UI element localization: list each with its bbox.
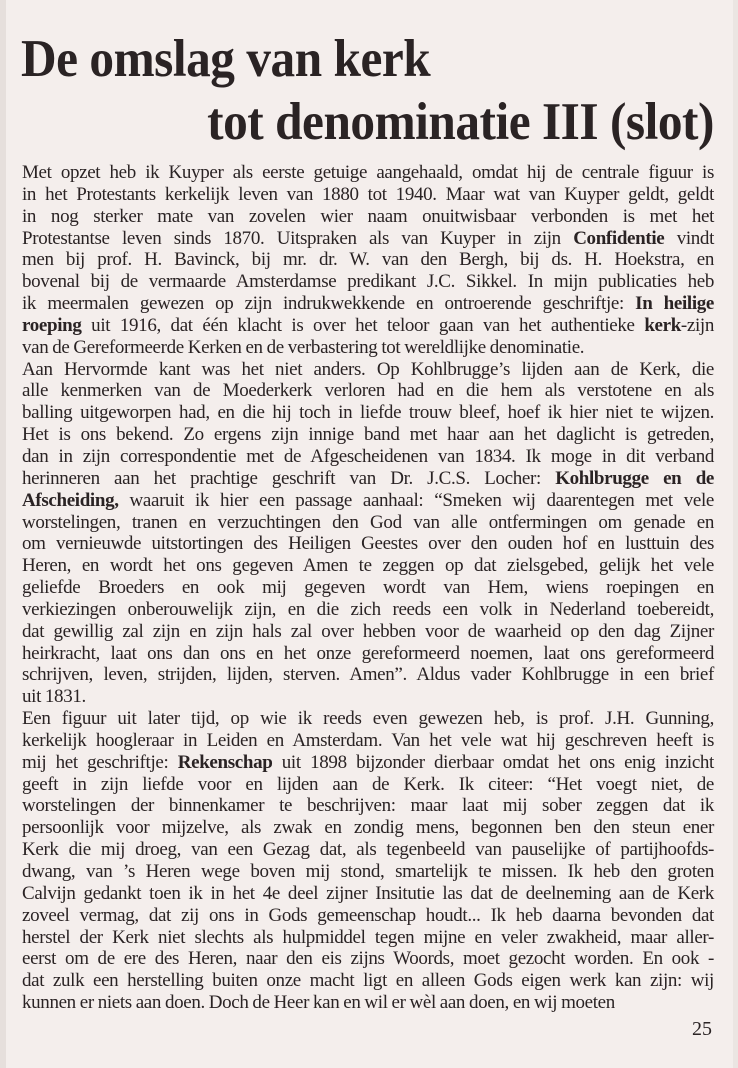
- paragraph: [22, 708, 714, 1014]
- text-segment: geeft in zijn liefde voor en lijden aan de Kerk. Ik citeer: “Het voegt niet, de: [22, 773, 714, 795]
- text-segment: heirkracht, laat ons dan ons en het onze gereformeerd noemen, laat ons gereformeerd: [22, 642, 714, 664]
- text-segment: persoonlijk voor mijzelve, als zwak en zondig mens, begonnen ben den steun ener: [22, 817, 714, 839]
- text-line: [22, 643, 714, 665]
- text-line: [22, 512, 714, 534]
- text-segment: uit 1916, dat één klacht is over het teloor gaan van het authentieke: [81, 314, 645, 336]
- text-segment: van de Gereformeerde Kerken en de verbastering tot wereldlijke denominatie.: [22, 336, 585, 358]
- text-line: [22, 686, 714, 708]
- text-line: [22, 774, 714, 796]
- text-line: [22, 927, 714, 949]
- text-segment: mij het geschriftje:: [22, 751, 178, 773]
- text-segment: Kerk die mij droeg, van een Gezag dat, als tegenbeeld van pauselijke of partijhoofds-: [22, 839, 714, 861]
- text-segment: kerkelijk hoogleraar in Leiden en Amsterdam. Van het vele wat hij geschreven heeft is: [22, 729, 714, 751]
- text-line: [22, 752, 714, 774]
- text-line: [22, 883, 714, 905]
- page-edge-right: [733, 0, 738, 1068]
- bold-title-text: Rekenschap: [177, 751, 273, 773]
- text-segment: Calvijn gedankt toen ik in het 4e deel zijner Insitutie las dat de deelneming aan de Kerk: [22, 882, 714, 904]
- text-line: [22, 905, 714, 927]
- text-segment: dan in zijn correspondentie met de Afgescheidenen van 1834. Ik moge in dit verband: [22, 445, 714, 467]
- text-line: [22, 708, 714, 730]
- text-line: [22, 839, 714, 861]
- text-line: [22, 293, 714, 315]
- bold-title-text: roeping: [22, 314, 82, 336]
- text-line: [22, 380, 714, 402]
- article-title-line-2: tot denominatie III (slot): [207, 93, 714, 151]
- text-line: [22, 992, 714, 1014]
- page-number: 25: [692, 1018, 712, 1040]
- text-line: [22, 533, 714, 555]
- text-line: [22, 948, 714, 970]
- text-segment: zoveel vermag, dat zij ons in Gods gemeenschap houdt... Ik heb daarna bevonden dat: [22, 904, 714, 926]
- bold-title-text: Afscheiding,: [22, 489, 119, 511]
- text-segment: Een figuur uit later tijd, op wie ik reeds even gewezen heb, is prof. J.H. Gunning,: [22, 708, 714, 730]
- text-segment: uit 1831.: [22, 686, 86, 708]
- text-segment: ik meermalen gewezen op zijn indrukwekkende en ontroerende geschriftje:: [22, 293, 636, 315]
- page-edge-left: [0, 0, 6, 1068]
- text-segment: alle kenmerken van de Moederkerk verloren had en die hem als verstotene en als: [22, 380, 714, 402]
- text-segment: schrijven, leven, strijden, lijden, sterven. Amen”. Aldus vader Kohlbrugge in een brief: [22, 664, 714, 686]
- text-segment: bovenal bij de vermaarde Amsterdamse predikant J.C. Sikkel. In mijn publicaties heb: [22, 271, 714, 293]
- text-segment: dat zulk een herstelling buiten onze macht ligt en alleen Gods eigen werk kan zijn: wij: [22, 970, 714, 992]
- text-line: [22, 730, 714, 752]
- paragraph: [22, 162, 714, 359]
- text-line: [22, 577, 714, 599]
- paragraph: [22, 359, 714, 709]
- text-segment: Met opzet heb ik Kuyper als eerste getuige aangehaald, omdat hij de centrale figuur is: [22, 162, 714, 183]
- text-line: [22, 228, 714, 250]
- text-line: [22, 490, 714, 512]
- text-line: [22, 271, 714, 293]
- text-segment: eerst om de ere des Heren, naar den eis zijns Woords, moet gezocht worden. En ook -: [22, 948, 714, 970]
- text-segment: in nog sterker mate van zovelen wier naam onuitwisbaar verbonden is met het: [22, 205, 714, 227]
- text-line: [22, 861, 714, 883]
- text-segment: worstelingen, tranen en verzuchtingen den God van alle ontfermingen om genade en: [22, 511, 714, 533]
- text-line: [22, 162, 714, 184]
- article-body: [22, 162, 714, 1014]
- text-line: [22, 555, 714, 577]
- text-segment: -zijn: [680, 314, 714, 336]
- text-line: [22, 359, 714, 381]
- text-line: [22, 970, 714, 992]
- text-segment: geliefde Broeders en ook mij gegeven wordt van Hem, wiens roepingen en: [22, 577, 714, 599]
- text-segment: kunnen er niets aan doen. Doch de Heer kan en wil er wèl aan doen, en wij moeten: [22, 992, 615, 1014]
- text-line: [22, 206, 714, 228]
- text-line: [22, 402, 714, 424]
- text-line: [22, 621, 714, 643]
- text-segment: Heren, en wordt het ons gegeven Amen te zeggen op dat zielsgebed, gelijk het vele: [22, 555, 714, 577]
- text-line: [22, 468, 714, 490]
- bold-title-text: Confidentie: [573, 227, 665, 249]
- text-segment: herstel der Kerk niet slechts als hulpmiddel tegen mijne en veler zwakheid, maar aller-: [22, 926, 714, 948]
- text-segment: balling uitgeworpen had, en die hij toch in liefde trouw bleef, hoef ik hier niet te wijzen.: [22, 402, 714, 424]
- text-segment: Aan Hervormde kant was het niet anders. Op Kohlbrugge’s lijden aan de Kerk, die: [22, 358, 714, 380]
- text-segment: verkiezingen onberouwelijk zijn, en die zich reeds een volk in Nederland toebereidt,: [22, 598, 714, 620]
- bold-title-text: In heilige: [635, 293, 714, 315]
- text-segment: men bij prof. H. Bavinck, bij mr. dr. W. van den Bergh, bij ds. H. Hoekstra, en: [22, 249, 714, 271]
- text-segment: herinneren aan het prachtige geschrift van Dr. J.C.S. Locher:: [22, 467, 556, 489]
- text-line: [22, 817, 714, 839]
- text-line: [22, 315, 714, 337]
- text-line: [22, 599, 714, 621]
- text-segment: Het is ons bekend. Zo ergens zijn innige band met haar aan het daglicht is getreden,: [22, 424, 714, 446]
- text-line: [22, 424, 714, 446]
- text-line: [22, 337, 714, 359]
- text-segment: in het Protestants kerkelijk leven van 1880 tot 1940. Maar wat van Kuyper geldt, geldt: [22, 183, 714, 205]
- bold-title-text: Kohlbrugge en de: [555, 467, 714, 489]
- text-segment: dwang, van ’s Heren wege boven mij stond, smartelijk te missen. Ik heb den groten: [22, 861, 714, 882]
- text-segment: worstelingen der binnenkamer te beschrijven: maar laat mij sober zeggen dat ik: [22, 795, 714, 817]
- text-line: [22, 664, 714, 686]
- article-title-line-1: De omslag van kerk: [21, 30, 431, 88]
- text-line: [22, 249, 714, 271]
- text-line: [22, 184, 714, 206]
- text-segment: vindt: [664, 227, 715, 249]
- text-line: [22, 446, 714, 468]
- text-segment: uit 1898 bijzonder dierbaar omdat het ons enig inzicht: [272, 751, 714, 773]
- text-segment: waaruit ik hier een passage aanhaal: “Smeken wij daarentegen met vele: [118, 489, 714, 511]
- text-segment: Protestantse leven sinds 1870. Uitspraken als van Kuyper in zijn: [22, 227, 574, 249]
- bold-title-text: kerk: [644, 314, 681, 336]
- text-segment: dat gewillig zal zijn en zijn hals zal over hebben voor de waarheid op den dag Zijner: [22, 620, 714, 642]
- text-line: [22, 795, 714, 817]
- text-segment: om vernieuwde uitstortingen des Heiligen Geestes over den ouden hof en lusttuin des: [22, 533, 714, 555]
